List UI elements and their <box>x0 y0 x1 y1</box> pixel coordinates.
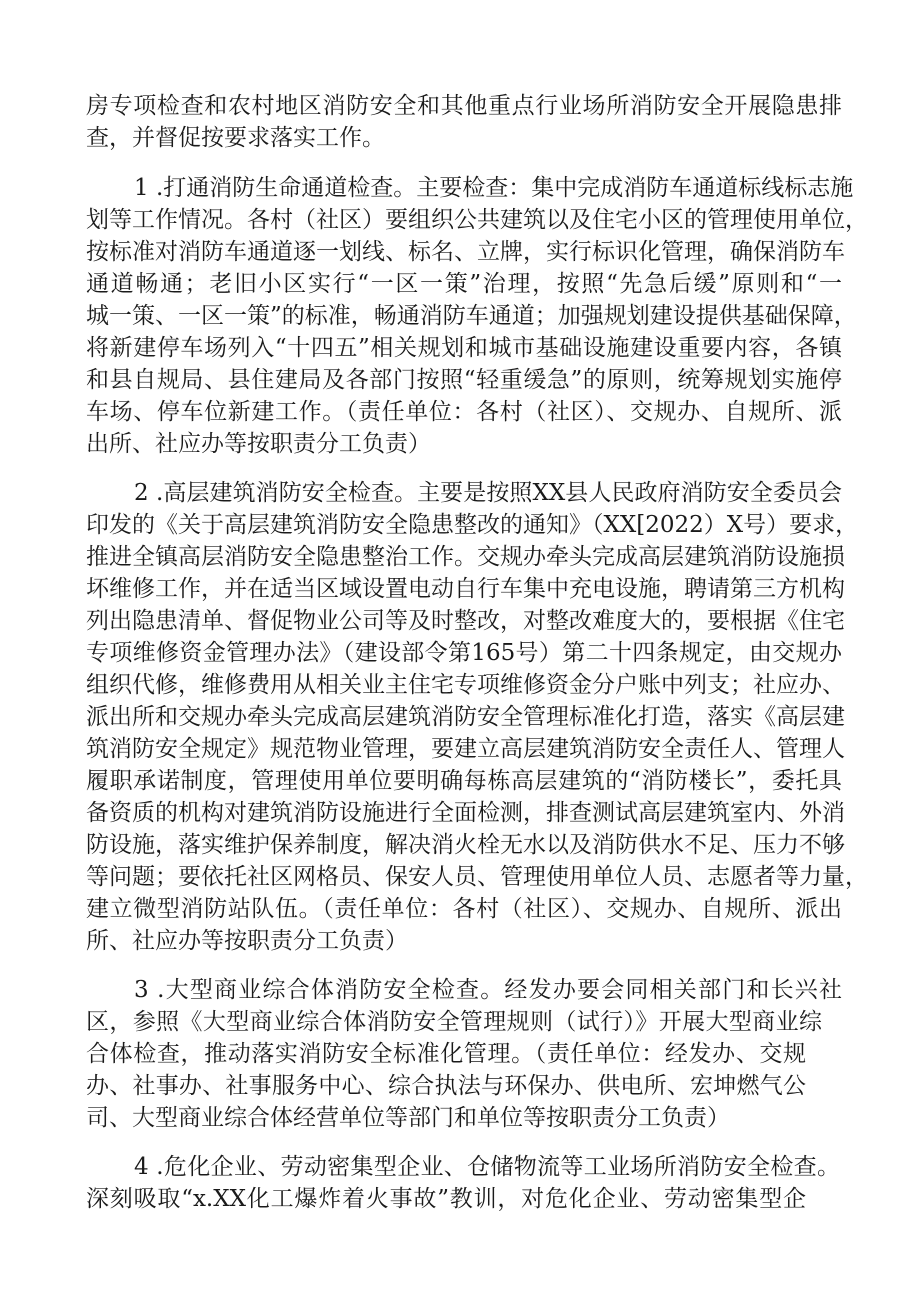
text-line: 2 .高层建筑消防安全检查。主要是按照XX县人民政府消防安全委员会 <box>134 480 842 506</box>
text-line: 建立微型消防站队伍。（责任单位：各村（社区）、交规办、自规所、派出 <box>86 896 842 922</box>
text-line: 车场、停车位新建工作。（责任单位：各村（社区）、交规办、自规所、派 <box>86 399 842 425</box>
text-line: 坏维修工作，并在适当区域设置电动自行车集中充电设施，聘请第三方机构 <box>86 576 845 602</box>
text-line: 筑消防安全规定》规范物业管理，要建立高层建筑消防安全责任人、管理人 <box>86 736 845 762</box>
text-line: 所、社应办等按职责分工负责） <box>86 928 408 954</box>
text-line: 房专项检查和农村地区消防安全和其他重点行业场所消防安全开展隐患排 <box>86 93 842 119</box>
text-line: 1 .打通消防生命通道检查。主要检查：集中完成消防车通道标线标志施 <box>134 175 854 201</box>
text-line: 组织代修，维修费用从相关业主住宅专项维修资金分户账中列支；社应办、 <box>86 672 845 698</box>
text-line: 办、社事办、社事服务中心、综合执法与环保办、供电所、宏坤燃气公 <box>86 1073 806 1099</box>
text-line: 备资质的机构对建筑消防设施进行全面检测，排查测试高层建筑室内、外消 <box>86 800 845 826</box>
text-line: 查，并督促按要求落实工作。 <box>86 125 385 151</box>
text-line: 和县自规局、县住建局及各部门按照“轻重缓急”的原则，统筹规划实施停 <box>86 367 842 393</box>
text-line: 印发的《关于高层建筑消防安全隐患整改的通知》（XX[2022）X号）要求， <box>86 512 859 538</box>
text-line: 派出所和交规办牵头完成高层建筑消防安全管理标准化打造，落实《高层建 <box>86 704 845 730</box>
text-line: 4 .危化企业、劳动密集型企业、仓储物流等工业场所消防安全检查。 <box>134 1154 840 1180</box>
text-line: 履职承诺制度，管理使用单位要明确每栋高层建筑的“消防楼长”，委托具 <box>86 768 842 794</box>
text-line: 3 .大型商业综合体消防安全检查。经发办要会同相关部门和长兴社 <box>134 977 842 1003</box>
text-line: 城一策、一区一策”的标准，畅通消防车通道；加强规划建设提供基础保障， <box>86 303 857 329</box>
text-line: 防设施，落实维护保养制度，解决消火栓无水以及消防供水不足、压力不够 <box>86 832 845 858</box>
text-line: 深刻吸取“x.XX化工爆炸着火事故”教训，对危化企业、劳动密集型企 <box>86 1186 806 1212</box>
text-line: 司、大型商业综合体经营单位等部门和单位等按职责分工负责） <box>86 1105 730 1131</box>
text-line: 专项维修资金管理办法》（建设部令第165号）第二十四条规定，由交规办 <box>86 640 842 666</box>
text-line: 等问题；要依托社区网格员、保安人员、管理使用单位人员、志愿者等力量， <box>86 864 868 890</box>
text-line: 列出隐患清单、督促物业公司等及时整改，对整改难度大的，要根据《住宅 <box>86 608 845 634</box>
text-line: 区，参照《大型商业综合体消防安全管理规则（试行）》开展大型商业综 <box>86 1009 822 1035</box>
text-line: 推进全镇高层消防安全隐患整治工作。交规办牵头完成高层建筑消防设施损 <box>86 544 845 570</box>
text-line: 出所、社应办等按职责分工负责） <box>86 431 431 457</box>
text-line: 将新建停车场列入“十四五”相关规划和城市基础设施建设重要内容，各镇 <box>86 335 842 361</box>
text-line: 按标准对消防车通道逐一划线、标名、立牌，实行标识化管理，确保消防车 <box>86 239 845 265</box>
text-line: 合体检查，推动落实消防安全标准化管理。（责任单位：经发办、交规 <box>86 1041 806 1067</box>
text-line: 通道畅通；老旧小区实行“一区一策”治理，按照“先急后缓”原则和“一 <box>86 271 842 297</box>
text-line: 划等工作情况。各村（社区）要组织公共建筑以及住宅小区的管理使用单位， <box>86 207 868 233</box>
